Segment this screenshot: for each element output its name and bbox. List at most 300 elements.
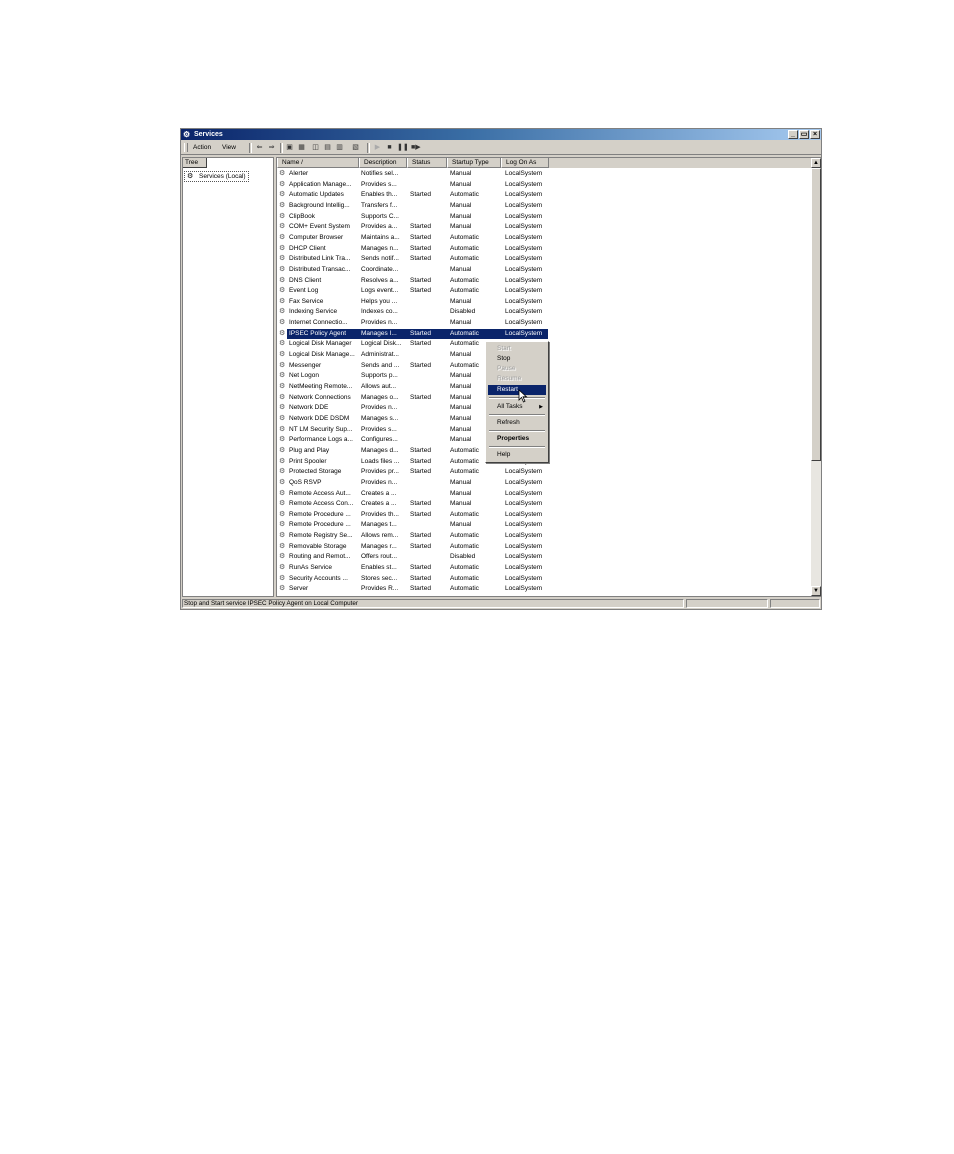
service-gear-icon: ⚙: [279, 201, 286, 209]
service-name: QoS RSVP: [289, 478, 322, 486]
service-description: Provides s...: [361, 180, 397, 188]
column-header-startup-type[interactable]: Startup Type: [447, 158, 501, 168]
service-startup-type: Disabled: [450, 308, 476, 316]
service-startup-type: Manual: [450, 521, 472, 529]
table-row[interactable]: [277, 180, 807, 191]
service-log-on-as: LocalSystem: [505, 255, 543, 263]
up-folder-icon[interactable]: ▣: [286, 144, 293, 151]
service-startup-type: Automatic: [450, 468, 479, 476]
service-gear-icon: ⚙: [279, 404, 286, 412]
service-startup-type: Automatic: [450, 233, 479, 241]
service-gear-icon: ⚙: [279, 308, 286, 316]
service-status: Started: [410, 500, 431, 508]
tree-item-services-local[interactable]: [184, 171, 249, 182]
list-header: [277, 158, 821, 168]
table-row[interactable]: [277, 563, 807, 574]
service-status: Started: [410, 393, 431, 401]
service-name: Remote Procedure ...: [289, 510, 351, 518]
table-row[interactable]: [277, 520, 807, 531]
service-startup-type: Manual: [450, 478, 472, 486]
service-gear-icon: ⚙: [279, 436, 286, 444]
service-gear-icon: ⚙: [279, 425, 286, 433]
menu-separator: [489, 446, 545, 448]
start-service-icon[interactable]: ▶: [374, 144, 381, 151]
table-row[interactable]: [277, 531, 807, 542]
service-gear-icon: ⚙: [279, 542, 286, 550]
service-status: Started: [410, 564, 431, 572]
service-name: Network Connections: [289, 393, 351, 401]
service-description: Allows aut...: [361, 383, 397, 390]
table-row[interactable]: [277, 307, 807, 318]
service-startup-type: Automatic: [450, 255, 479, 263]
column-header-status[interactable]: Status: [407, 158, 447, 168]
service-name: Fax Service: [289, 297, 324, 305]
service-status: Started: [410, 361, 431, 369]
service-status: Started: [410, 255, 431, 263]
service-description: Provides s...: [361, 425, 397, 433]
forward-arrow-icon[interactable]: ⇒: [268, 144, 275, 151]
service-status: Started: [410, 276, 431, 284]
service-description: Manages o...: [361, 393, 399, 401]
service-startup-type: Automatic: [450, 287, 479, 295]
service-name: Background Intellig...: [289, 201, 350, 209]
service-startup-type: Automatic: [450, 191, 479, 199]
service-gear-icon: ⚙: [279, 446, 286, 454]
service-startup-type: Disabled: [450, 553, 476, 561]
service-log-on-as: LocalSystem: [505, 478, 543, 486]
service-startup-type: Manual: [450, 425, 472, 433]
service-name: DHCP Client: [289, 244, 326, 252]
service-status: Started: [410, 191, 431, 199]
service-startup-type: Automatic: [450, 532, 479, 540]
table-row[interactable]: [277, 318, 807, 329]
table-row[interactable]: [277, 297, 807, 308]
service-gear-icon: ⚙: [279, 383, 286, 390]
service-gear-icon: ⚙: [279, 564, 286, 572]
toolbar-separator: [367, 143, 370, 153]
service-startup-type: Manual: [450, 319, 472, 327]
service-gear-icon: ⚙: [279, 276, 286, 284]
menu-item-pause[interactable]: Pause: [497, 365, 516, 372]
status-panel: [770, 599, 820, 608]
service-description: Sends and ...: [361, 361, 400, 369]
service-startup-type: Automatic: [450, 276, 479, 284]
service-status: Started: [410, 468, 431, 476]
service-startup-type: Manual: [450, 489, 472, 497]
service-description: Supports C...: [361, 212, 399, 220]
service-description: Provides R...: [361, 585, 399, 593]
service-log-on-as: LocalSystem: [505, 170, 543, 177]
service-name: NetMeeting Remote...: [289, 383, 353, 390]
service-gear-icon: ⚙: [279, 510, 286, 518]
table-row[interactable]: [277, 329, 807, 340]
service-startup-type: Manual: [450, 223, 472, 231]
services-gear-icon: ⚙: [183, 130, 191, 139]
service-status: Started: [410, 223, 431, 231]
service-startup-type: Automatic: [450, 244, 479, 252]
column-header-name[interactable]: Name /: [277, 158, 359, 168]
service-status: Started: [410, 542, 431, 550]
menu-item-properties[interactable]: Properties: [497, 435, 530, 442]
service-gear-icon: ⚙: [279, 574, 286, 582]
table-row[interactable]: [277, 190, 807, 201]
service-status: Started: [410, 340, 431, 348]
service-status: Started: [410, 446, 431, 454]
service-description: Supports p...: [361, 372, 398, 380]
context-menu: [485, 341, 549, 463]
service-description: Provides th...: [361, 510, 399, 518]
menu-item-all-tasks[interactable]: [488, 402, 546, 412]
service-log-on-as: LocalSystem: [505, 191, 543, 199]
service-startup-type: Manual: [450, 393, 472, 401]
service-gear-icon: ⚙: [279, 265, 286, 273]
back-arrow-icon[interactable]: ⇐: [256, 144, 263, 151]
status-bar: [181, 599, 821, 609]
service-description: Offers rout...: [361, 553, 398, 561]
service-name: Routing and Remot...: [289, 553, 351, 561]
table-row[interactable]: [277, 212, 807, 223]
table-row[interactable]: [277, 222, 807, 233]
service-name: IPSEC Policy Agent: [289, 329, 347, 337]
service-startup-type: Manual: [450, 265, 472, 273]
service-gear-icon: ⚙: [279, 532, 286, 540]
service-log-on-as: LocalSystem: [505, 553, 543, 561]
service-log-on-as: LocalSystem: [505, 223, 543, 231]
service-name: Network DDE DSDM: [289, 414, 350, 422]
service-description: Administrat...: [361, 351, 399, 359]
service-log-on-as: LocalSystem: [505, 500, 543, 508]
service-log-on-as: LocalSystem: [505, 180, 543, 188]
service-gear-icon: ⚙: [279, 393, 286, 401]
service-log-on-as: LocalSystem: [505, 276, 543, 284]
service-name: Logical Disk Manage...: [289, 351, 355, 359]
service-gear-icon: ⚙: [279, 553, 286, 561]
toolbar-separator: [280, 143, 283, 153]
service-startup-type: Manual: [450, 383, 472, 390]
menu-separator: [489, 397, 545, 399]
scrollbar-thumb[interactable]: [811, 168, 821, 461]
table-row[interactable]: [277, 169, 807, 180]
table-row[interactable]: [277, 244, 807, 255]
service-log-on-as: LocalSystem: [505, 521, 543, 529]
column-header-description[interactable]: Description: [359, 158, 407, 168]
show-tree-icon[interactable]: ▦: [298, 144, 305, 151]
service-description: Enables st...: [361, 564, 397, 572]
refresh-icon[interactable]: ▥: [336, 144, 343, 151]
table-row[interactable]: [277, 254, 807, 265]
service-name: Internet Connectio...: [289, 319, 348, 327]
service-startup-type: Automatic: [450, 329, 479, 337]
menu-toolbar: [181, 141, 821, 155]
service-startup-type: Manual: [450, 297, 472, 305]
menu-item-refresh[interactable]: Refresh: [497, 419, 520, 426]
service-description: Provides n...: [361, 319, 398, 327]
service-name: RunAs Service: [289, 564, 332, 572]
service-gear-icon: ⚙: [279, 233, 286, 241]
service-status: Started: [410, 233, 431, 241]
service-startup-type: Manual: [450, 201, 472, 209]
service-startup-type: Manual: [450, 500, 472, 508]
service-description: Logs event...: [361, 287, 399, 295]
service-startup-type: Automatic: [450, 542, 479, 550]
service-description: Loads files ...: [361, 457, 400, 465]
service-gear-icon: ⚙: [279, 191, 286, 199]
submenu-arrow-icon: ▶: [539, 404, 543, 410]
service-name: Application Manage...: [289, 180, 352, 188]
minimize-button[interactable]: _: [788, 130, 798, 139]
service-description: Provides n...: [361, 478, 398, 486]
service-name: NT LM Security Sup...: [289, 425, 353, 433]
service-log-on-as: LocalSystem: [505, 542, 543, 550]
service-description: Creates a ...: [361, 500, 397, 508]
service-name: Security Accounts ...: [289, 574, 348, 582]
service-description: Configures...: [361, 436, 398, 444]
service-log-on-as: LocalSystem: [505, 329, 543, 337]
menu-item-start[interactable]: Start: [497, 345, 511, 352]
service-description: Coordinate...: [361, 265, 399, 273]
service-gear-icon: ⚙: [279, 372, 286, 380]
service-gear-icon: ⚙: [279, 329, 286, 337]
service-description: Allows rem...: [361, 532, 399, 540]
service-startup-type: Manual: [450, 372, 472, 380]
service-name: Net Logon: [289, 372, 319, 380]
table-row[interactable]: [277, 265, 807, 276]
service-log-on-as: LocalSystem: [505, 564, 543, 572]
service-name: Remote Registry Se...: [289, 532, 353, 540]
service-status: Started: [410, 574, 431, 582]
service-description: Maintains a...: [361, 233, 400, 241]
service-log-on-as: LocalSystem: [505, 212, 543, 220]
service-startup-type: Manual: [450, 436, 472, 444]
scroll-down-arrow-icon[interactable]: ▼: [811, 586, 821, 596]
service-description: Transfers f...: [361, 201, 398, 209]
service-description: Logical Disk...: [361, 340, 402, 348]
table-row[interactable]: [277, 499, 807, 510]
service-gear-icon: ⚙: [279, 255, 286, 263]
service-gear-icon: ⚙: [279, 414, 286, 422]
service-status: Started: [410, 329, 431, 337]
service-name: Distributed Transac...: [289, 265, 351, 273]
service-description: Enables th...: [361, 191, 398, 199]
scroll-up-arrow-icon[interactable]: ▲: [811, 158, 821, 168]
service-startup-type: Automatic: [450, 510, 479, 518]
service-gear-icon: ⚙: [279, 585, 286, 593]
service-log-on-as: LocalSystem: [505, 244, 543, 252]
service-name: Event Log: [289, 287, 319, 295]
service-name: Indexing Service: [289, 308, 338, 316]
service-startup-type: Automatic: [450, 446, 479, 454]
service-gear-icon: ⚙: [279, 170, 286, 177]
service-gear-icon: ⚙: [279, 319, 286, 327]
service-name: Logical Disk Manager: [289, 340, 352, 348]
service-gear-icon: ⚙: [279, 180, 286, 188]
service-name: Remote Access Aut...: [289, 489, 351, 497]
service-gear-icon: ⚙: [279, 287, 286, 295]
service-startup-type: Manual: [450, 212, 472, 220]
export-list-icon[interactable]: ◫: [312, 144, 319, 151]
close-button[interactable]: ×: [810, 130, 820, 139]
service-name: Performance Logs a...: [289, 436, 353, 444]
toolbar-grip: [184, 143, 188, 152]
service-gear-icon: ⚙: [279, 340, 286, 348]
service-name: Protected Storage: [289, 468, 342, 476]
service-log-on-as: LocalSystem: [505, 233, 543, 241]
service-name: Network DDE: [289, 404, 329, 412]
menu-separator: [489, 430, 545, 432]
service-gear-icon: ⚙: [279, 521, 286, 529]
service-description: Stores sec...: [361, 574, 398, 582]
service-startup-type: Manual: [450, 351, 472, 359]
table-row[interactable]: [277, 233, 807, 244]
toolbar-separator: [249, 143, 252, 153]
pause-service-icon[interactable]: ❚❚: [397, 144, 409, 151]
service-status: Started: [410, 244, 431, 252]
service-description: Manages n...: [361, 244, 399, 252]
service-startup-type: Manual: [450, 414, 472, 422]
service-gear-icon: ⚙: [279, 297, 286, 305]
window-title: Services: [194, 131, 223, 138]
service-name: Server: [289, 585, 309, 593]
service-description: Sends notif...: [361, 255, 399, 263]
service-description: Manages t...: [361, 521, 397, 529]
service-description: Provides a...: [361, 223, 398, 231]
service-name: Removable Storage: [289, 542, 347, 550]
tree-header[interactable]: Tree: [183, 158, 207, 168]
service-name: Distributed Link Tra...: [289, 255, 351, 263]
service-status: Started: [410, 585, 431, 593]
stop-service-icon[interactable]: ■: [387, 144, 392, 151]
service-description: Manages I...: [361, 329, 397, 337]
service-gear-icon: ⚙: [279, 500, 286, 508]
service-startup-type: Automatic: [450, 574, 479, 582]
service-description: Manages d...: [361, 446, 399, 454]
menu-separator: [489, 414, 545, 416]
menu-item-resume[interactable]: Resume: [497, 375, 522, 382]
table-row[interactable]: [277, 276, 807, 287]
menu-view[interactable]: View: [222, 144, 236, 151]
service-description: Indexes co...: [361, 308, 398, 316]
service-log-on-as: LocalSystem: [505, 468, 543, 476]
service-startup-type: Automatic: [450, 340, 479, 348]
service-name: Alerter: [289, 170, 309, 177]
restart-service-icon[interactable]: ■▶: [411, 144, 421, 151]
service-startup-type: Manual: [450, 170, 472, 177]
vertical-scrollbar[interactable]: [811, 158, 821, 596]
menu-item-label: All Tasks: [497, 403, 523, 410]
table-row[interactable]: [277, 542, 807, 553]
service-name: Plug and Play: [289, 446, 330, 454]
service-status: Started: [410, 510, 431, 518]
mouse-cursor-icon: [518, 389, 528, 403]
menu-item-stop[interactable]: Stop: [497, 355, 511, 362]
menu-item-help[interactable]: Help: [497, 451, 511, 458]
service-description: Helps you ...: [361, 297, 398, 305]
service-log-on-as: LocalSystem: [505, 489, 543, 497]
service-log-on-as: LocalSystem: [505, 510, 543, 518]
service-description: Provides n...: [361, 404, 398, 412]
service-name: Remote Access Con...: [289, 500, 354, 508]
service-gear-icon: ⚙: [279, 457, 286, 465]
service-startup-type: Automatic: [450, 564, 479, 572]
service-gear-icon: ⚙: [279, 351, 286, 359]
table-row[interactable]: [277, 489, 807, 500]
services-gear-icon: ⚙: [187, 173, 194, 180]
menu-action[interactable]: Action: [193, 144, 212, 151]
menu-item-restart[interactable]: Restart: [488, 385, 546, 395]
services-list: [276, 157, 822, 597]
status-text: Stop and Start service IPSEC Policy Agent on Local Computer: [182, 599, 684, 608]
service-log-on-as: LocalSystem: [505, 308, 543, 316]
table-row[interactable]: [277, 286, 807, 297]
table-row[interactable]: [277, 574, 807, 585]
service-description: Manages s...: [361, 414, 399, 422]
column-header-log-on-as[interactable]: Log On As: [501, 158, 549, 168]
table-row[interactable]: [277, 584, 807, 595]
service-name: DNS Client: [289, 276, 322, 284]
service-description: Manages r...: [361, 542, 397, 550]
service-gear-icon: ⚙: [279, 361, 286, 369]
table-row[interactable]: [277, 552, 807, 563]
service-name: ClipBook: [289, 212, 316, 220]
service-startup-type: Automatic: [450, 585, 479, 593]
service-gear-icon: ⚙: [279, 478, 286, 486]
title-bar[interactable]: [181, 129, 821, 140]
service-status: Started: [410, 457, 431, 465]
service-log-on-as: LocalSystem: [505, 585, 543, 593]
tree-pane: [182, 157, 274, 597]
service-name: Automatic Updates: [289, 191, 344, 199]
window-controls: [787, 130, 820, 139]
service-description: Notifies sel...: [361, 170, 399, 177]
service-log-on-as: LocalSystem: [505, 297, 543, 305]
service-status: Started: [410, 287, 431, 295]
service-log-on-as: LocalSystem: [505, 319, 543, 327]
service-log-on-as: LocalSystem: [505, 201, 543, 209]
service-description: Resolves a...: [361, 276, 399, 284]
table-row[interactable]: [277, 510, 807, 521]
properties-icon[interactable]: ▤: [324, 144, 331, 151]
table-row[interactable]: [277, 478, 807, 489]
service-startup-type: Automatic: [450, 457, 479, 465]
service-gear-icon: ⚙: [279, 212, 286, 220]
service-name: Remote Procedure ...: [289, 521, 351, 529]
service-gear-icon: ⚙: [279, 223, 286, 231]
tree-item-label: Services (Local): [199, 173, 246, 180]
service-startup-type: Manual: [450, 404, 472, 412]
service-description: Creates a ...: [361, 489, 397, 497]
service-log-on-as: LocalSystem: [505, 532, 543, 540]
status-panel: [686, 599, 768, 608]
service-log-on-as: LocalSystem: [505, 265, 543, 273]
service-startup-type: Manual: [450, 180, 472, 188]
service-name: COM+ Event System: [289, 223, 350, 231]
service-gear-icon: ⚙: [279, 468, 286, 476]
table-row[interactable]: [277, 201, 807, 212]
table-row[interactable]: [277, 467, 807, 478]
service-name: Messenger: [289, 361, 322, 369]
restore-button[interactable]: ▭: [800, 131, 808, 138]
service-gear-icon: ⚙: [279, 489, 286, 497]
service-status: Started: [410, 532, 431, 540]
service-name: Print Spooler: [289, 457, 327, 465]
service-startup-type: Automatic: [450, 361, 479, 369]
service-gear-icon: ⚙: [279, 244, 286, 252]
help-icon[interactable]: ▧: [352, 144, 359, 151]
service-log-on-as: LocalSystem: [505, 287, 543, 295]
service-log-on-as: LocalSystem: [505, 574, 543, 582]
service-description: Provides pr...: [361, 468, 399, 476]
service-name: Computer Browser: [289, 233, 344, 241]
